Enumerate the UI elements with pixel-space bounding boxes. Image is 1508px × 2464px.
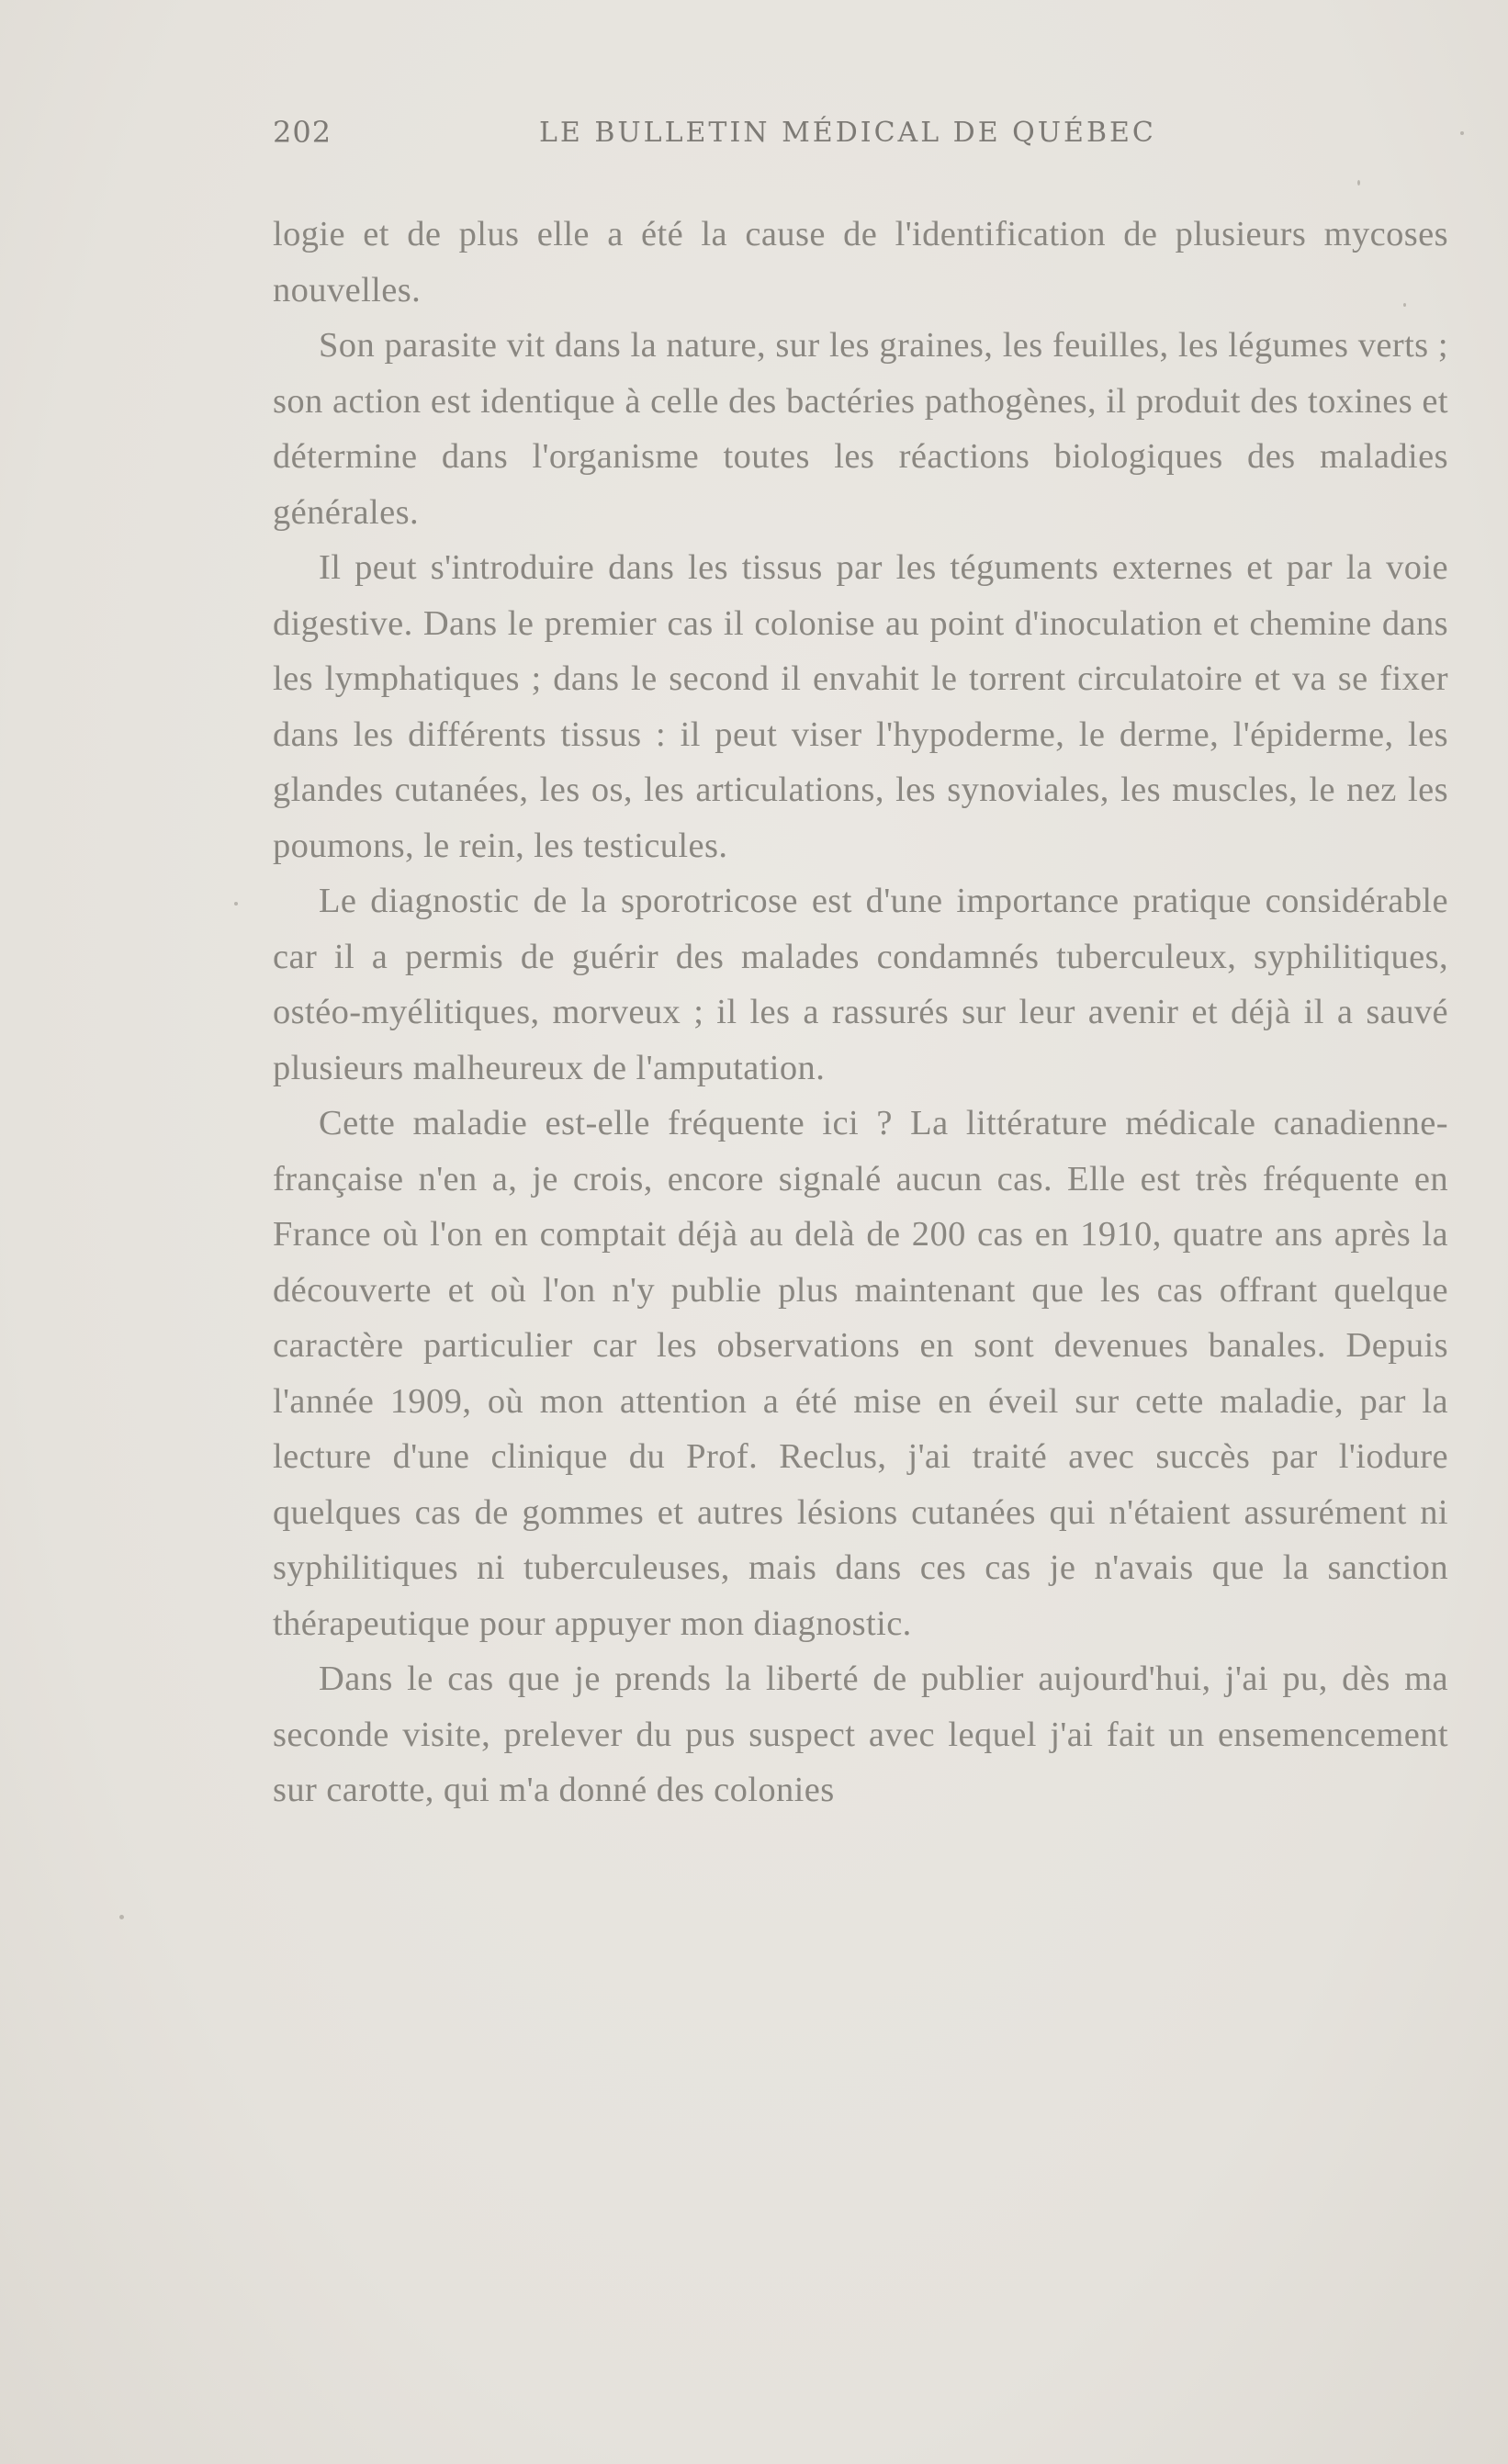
paragraph-continuation: logie et de plus elle a été la cause de l'identification de plusieurs mycoses nouvelles. [273,215,1448,309]
paragraph-introduction: Il peut s'introduire dans les tissus par les téguments externes et par la voie digestive. Dans le premier cas il colonise au point d'inoculation et chemine dans les lymphatiques ; dans le second il envahit le torrent circulatoire et va se fixer dans les différents tissus : il peut viser l'hypoderme, le derme, l'épiderme, les glandes cutanées, les os, les articulations, les synoviales, les muscles, le nez les poumons, le rein, les testicules. [273,548,1448,865]
scan-speck [234,902,238,906]
paragraph-parasite: Son parasite vit dans la nature, sur les graines, les feuilles, les légumes verts ; son action est identique à celle des bactéries pathogènes, il produit des toxines et détermine dans l'organisme toutes les réactions biologiques des maladies générales. [273,326,1448,532]
body-text [273,207,1448,1818]
page-number: 202 [273,115,332,150]
paragraph-diagnostic: Le diagnostic de la sporotricose est d'une importance pratique considérable car il a permis de guérir des malades condamnés tuberculeux, syphilitiques, ostéo-myélitiques, morveux ; il les a rassurés sur leur avenir et déjà il a sauvé plusieurs malheureux de l'amputation. [273,882,1448,1087]
scan-speck [1460,131,1464,135]
paragraph-frequency: Cette maladie est-elle fréquente ici ? La littérature médicale canadienne-française n'en a, je crois, encore signalé aucun cas. Elle est très fréquente en France où l'on en comptait déjà au delà de 200 cas en 1910, quatre ans après la découverte et où l'on n'y publie plus maintenant que les cas offrant quelque caractère particulier car les observations en sont devenues banales. Depuis l'année 1909, où mon attention a été mise en éveil sur cette maladie, par la lecture d'une clinique du Prof. Reclus, j'ai traité avec succès par l'iodure quelques cas de gommes et autres lésions cutanées qui n'étaient assurément ni syphilitiques ni tuberculeuses, mais dans ces cas je n'avais que la sanction thérapeutique pour appuyer mon diagnostic. [273,1104,1448,1643]
scan-speck [1357,180,1360,186]
paragraph-case: Dans le cas que je prends la liberté de publier aujourd'hui, j'ai pu, dès ma seconde visite, prelever du pus suspect avec lequel j'ai fait un ensemencement sur carotte, qui m'a donné des colonies [273,1660,1448,1809]
scan-speck [119,1915,124,1919]
scan-speck [1403,303,1406,307]
running-head [273,115,1191,161]
journal-title: LE BULLETIN MÉDICAL DE QUÉBEC [539,117,1156,149]
